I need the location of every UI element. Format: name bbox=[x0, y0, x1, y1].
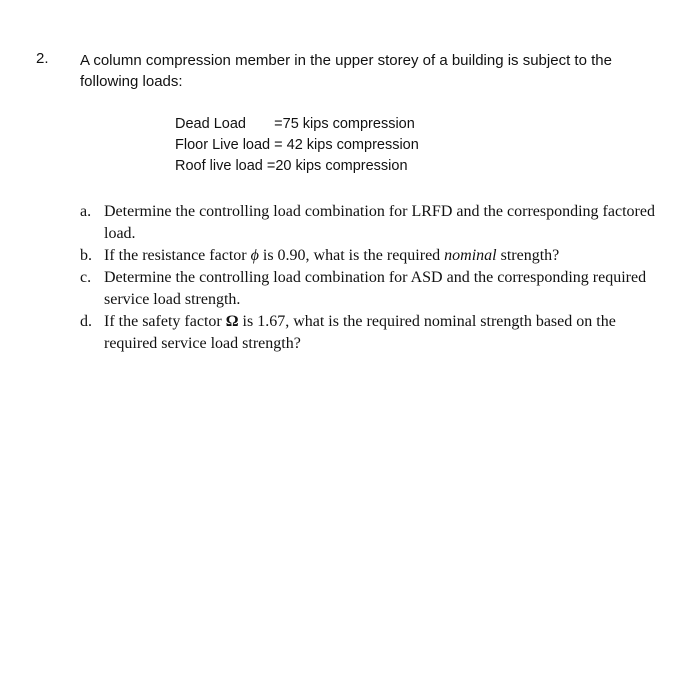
load-roof-live bbox=[175, 156, 419, 177]
question-a bbox=[80, 201, 655, 245]
load-value: =75 kips compression bbox=[274, 116, 415, 132]
load-value: =20 kips compression bbox=[266, 158, 408, 174]
question-b bbox=[80, 245, 655, 267]
question-text: Determine the controlling load combination for LRFD and the corresponding factored load. bbox=[104, 203, 655, 242]
problem-statement: A column compression member in the upper storey of a building is subject to the following loads: bbox=[80, 52, 612, 90]
question-text: If the safety factor Ω is 1.67, what is the required nominal strength based on the required service load strength? bbox=[104, 313, 616, 352]
load-dead bbox=[175, 114, 419, 135]
load-label: Roof live load bbox=[175, 158, 263, 174]
load-floor-live bbox=[175, 135, 419, 156]
question-letter: a. bbox=[80, 203, 92, 220]
load-value: = 42 kips compression bbox=[274, 137, 419, 153]
question-letter: c. bbox=[80, 269, 92, 286]
emphasis-nominal: nominal bbox=[444, 247, 497, 264]
question-letter: d. bbox=[80, 313, 92, 330]
load-label: Dead Load bbox=[175, 116, 246, 132]
questions-list bbox=[80, 201, 655, 355]
loads-list bbox=[175, 114, 419, 177]
phi-symbol: ϕ bbox=[250, 247, 259, 264]
problem-number: 2. bbox=[36, 50, 49, 67]
load-label: Floor Live load bbox=[175, 137, 271, 153]
question-c bbox=[80, 267, 655, 311]
omega-symbol: Ω bbox=[225, 313, 239, 330]
question-d bbox=[80, 311, 655, 355]
question-text: Determine the controlling load combination for ASD and the corresponding required service load strength. bbox=[104, 269, 647, 308]
question-text: If the resistance factor ϕ is 0.90, what is the required nominal strength? bbox=[104, 247, 560, 264]
question-letter: b. bbox=[80, 247, 92, 264]
